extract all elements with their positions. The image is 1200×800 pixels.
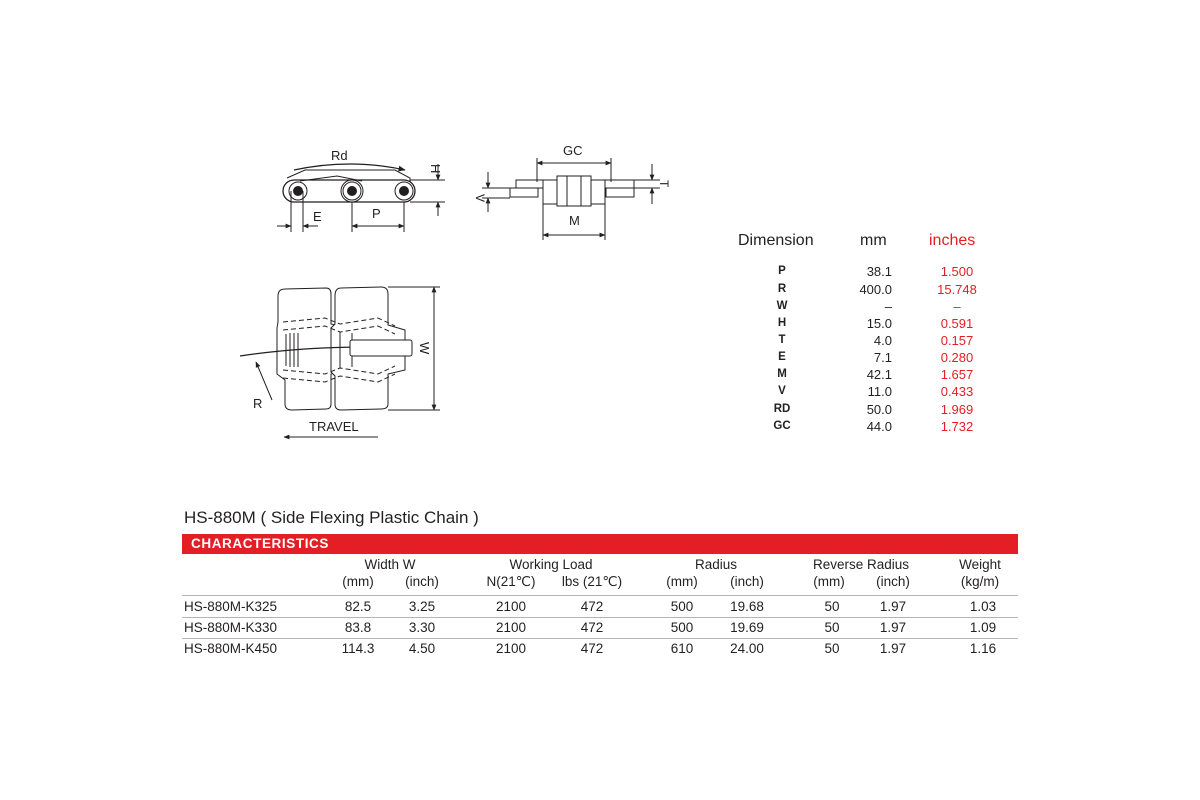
width-inch-cell: 4.50 [408,641,436,656]
characteristics-bar [182,534,1018,554]
reverse-mm-cell: 50 [824,641,840,656]
characteristics-label: CHARACTERISTICS [191,536,330,551]
dimension-inch-value: 1.500 [940,264,974,279]
radius-header: Radius [694,557,738,572]
dimension-inch-value: 15.748 [937,282,977,297]
dimension-mm-value: 15.0 [866,316,892,331]
dimension-mm-value: 44.0 [866,419,892,434]
label-rd: Rd [331,148,348,163]
dimension-symbol: H [777,317,787,329]
reverse-inch-cell: 1.97 [879,599,907,614]
reverse-inch-cell: 1.97 [879,641,907,656]
radius-mm-cell: 500 [670,599,694,614]
label-e: E [313,209,322,224]
load-lbs-header: lbs (21℃) [561,574,623,589]
radius-inch-header: (inch) [730,574,764,589]
dimension-row [734,384,1004,401]
model-cell: HS-880M-K450 [184,641,278,656]
dimension-symbol: E [778,351,786,363]
label-gc: GC [563,143,583,158]
reverse-mm-cell: 50 [824,599,840,614]
dimension-symbol: GC [773,420,791,432]
width-inch-cell: 3.30 [408,620,436,635]
load-n-header: N(21℃) [486,574,536,589]
dimension-mm-value: 50.0 [866,402,892,417]
dimension-inch-value: 0.591 [940,316,974,331]
reverse-radius-header: Reverse Radius [812,557,910,572]
label-v: V [473,194,487,203]
dimension-mm-value: 38.1 [866,264,892,279]
load-lbs-cell: 472 [580,599,604,614]
dimension-symbol: M [777,368,787,380]
dimension-symbol: P [778,265,786,277]
width-mm-cell: 83.8 [344,620,372,635]
width-mm-cell: 114.3 [341,641,375,656]
dimension-mm-value: 42.1 [866,367,892,382]
dimension-row [734,333,1004,350]
dimension-symbol: R [777,283,787,295]
load-n-cell: 2100 [495,620,527,635]
table-divider [182,638,1018,639]
dimension-row [734,282,1004,299]
dimension-mm-value: – [884,299,892,314]
reverse-inch-header: (inch) [876,574,910,589]
dimension-inch-value: 1.657 [940,367,974,382]
dimension-mm-value: 4.0 [873,333,892,348]
label-travel: TRAVEL [309,419,359,434]
dimension-row [734,402,1004,419]
model-cell: HS-880M-K325 [184,599,278,614]
dimension-symbol: V [778,385,786,397]
width-inch-header: (inch) [405,574,439,589]
dimension-row [734,299,1004,316]
dimension-row [734,419,1004,436]
width-inch-cell: 3.25 [408,599,436,614]
table-divider [182,617,1018,618]
radius-inch-cell: 19.69 [730,620,764,635]
radius-inch-cell: 24.00 [730,641,764,656]
top-view-drawing [240,287,440,437]
load-n-cell: 2100 [495,641,527,656]
radius-mm-cell: 610 [670,641,694,656]
weight-unit-header: (kg/m) [960,574,1000,589]
weight-header: Weight [959,557,1001,572]
label-w: W [417,342,432,355]
model-cell: HS-880M-K330 [184,620,278,635]
dimension-inch-value: 1.969 [940,402,974,417]
dimension-inch-value: – [953,299,961,314]
dimension-row [734,264,1004,281]
dimension-row [734,367,1004,384]
dimension-mm-value: 11.0 [867,384,892,399]
dimension-symbol: RD [773,403,791,415]
label-p: P [372,206,381,221]
dimension-header: Dimension [738,232,814,249]
label-m: M [569,213,580,228]
label-r: R [253,396,263,411]
radius-mm-cell: 500 [670,620,694,635]
working-load-header: Working Load [509,557,593,572]
dimension-inch-value: 1.732 [940,419,974,434]
width-mm-header: (mm) [342,574,374,589]
dimension-inch-value: 0.280 [940,350,974,365]
dimension-symbol: W [776,300,788,312]
label-t: T [657,180,671,188]
weight-cell: 1.16 [969,641,997,656]
reverse-inch-cell: 1.97 [879,620,907,635]
dimension-mm-value: 7.1 [873,350,892,365]
weight-cell: 1.03 [969,599,997,614]
product-title: HS-880M ( Side Flexing Plastic Chain ) [184,508,479,527]
load-lbs-cell: 472 [580,620,604,635]
radius-inch-cell: 19.68 [730,599,764,614]
dimension-row [734,316,1004,333]
dimension-inch-value: 0.157 [940,333,974,348]
label-h: H [428,164,443,174]
reverse-mm-header: (mm) [813,574,845,589]
load-n-cell: 2100 [495,599,527,614]
dimension-inch-value: 0.433 [940,384,974,399]
dimension-row [734,350,1004,367]
side-view-drawing [277,164,445,232]
load-lbs-cell: 472 [580,641,604,656]
radius-mm-header: (mm) [666,574,698,589]
dimension-symbol: T [778,334,786,346]
mm-header: mm [860,232,887,249]
dimension-mm-value: 400.0 [859,282,892,297]
reverse-mm-cell: 50 [824,620,840,635]
inches-header: inches [929,232,976,249]
weight-cell: 1.09 [969,620,997,635]
width-header: Width W [364,557,416,572]
width-mm-cell: 82.5 [344,599,372,614]
table-divider [182,595,1018,596]
